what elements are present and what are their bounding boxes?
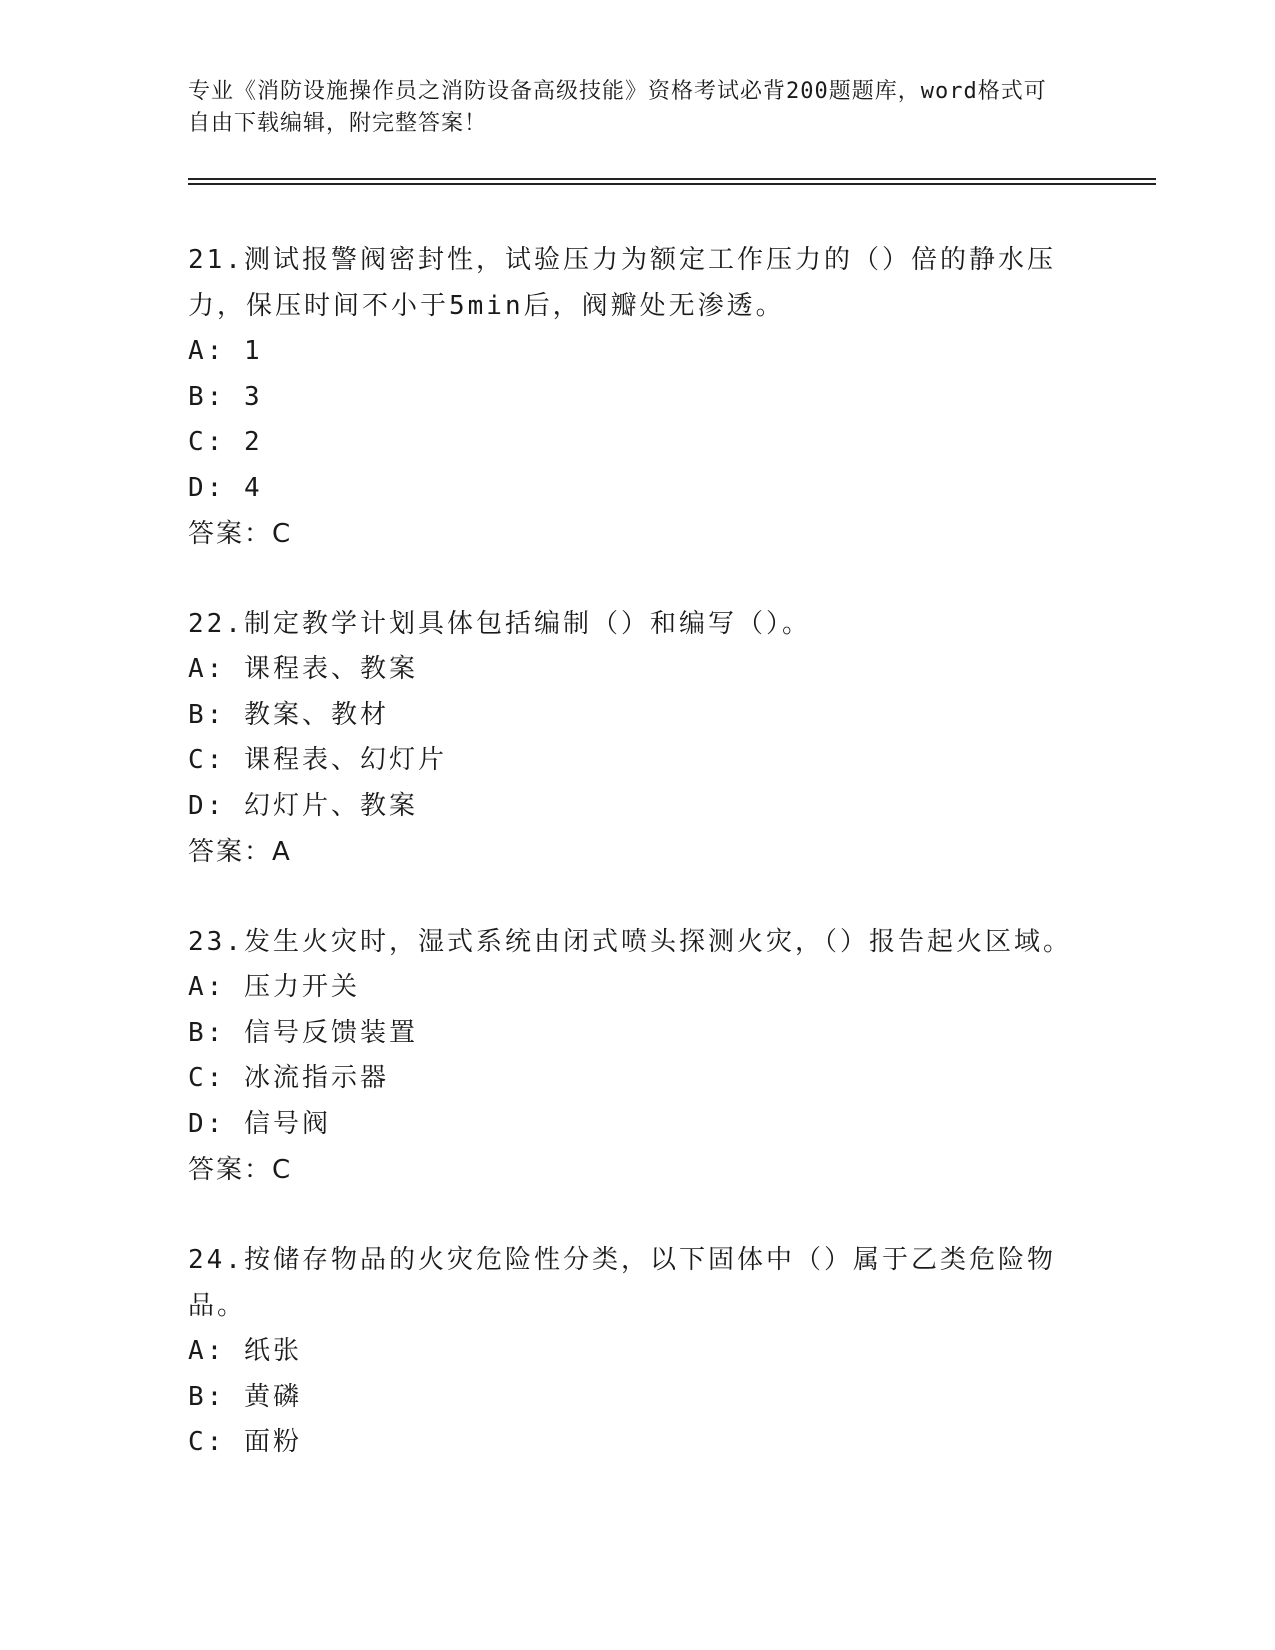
question-24 bbox=[188, 1237, 1088, 1466]
option-b bbox=[188, 1011, 1088, 1057]
option-b bbox=[188, 1375, 1088, 1421]
option-text: 1 bbox=[243, 336, 263, 366]
question-22 bbox=[188, 601, 1088, 875]
option-d bbox=[188, 1102, 1088, 1148]
option-a bbox=[188, 647, 1088, 693]
option-c bbox=[188, 1056, 1088, 1102]
option-b bbox=[188, 693, 1088, 739]
option-letter: C: bbox=[188, 1427, 226, 1457]
question-stem: 22.制定教学计划具体包括编制（）和编写（）。 bbox=[188, 609, 811, 639]
option-c bbox=[188, 420, 1088, 466]
option-letter: B: bbox=[188, 1381, 226, 1412]
option-letter: C: bbox=[188, 1063, 226, 1093]
header-rule-bottom bbox=[188, 183, 1156, 185]
option-letter: D: bbox=[188, 472, 226, 503]
option-text: 信号反馈装置 bbox=[243, 1017, 418, 1048]
option-a bbox=[188, 329, 1088, 375]
option-text: 4 bbox=[243, 472, 263, 503]
question-stem: 23.发生火灾时，湿式系统由闭式喷头探测火灾，（）报告起火区域。 bbox=[188, 927, 1072, 957]
option-text: 黄磷 bbox=[243, 1381, 302, 1412]
option-c bbox=[188, 738, 1088, 784]
answer-line: 答案：A bbox=[188, 837, 292, 867]
option-letter: B: bbox=[188, 381, 226, 412]
option-c bbox=[188, 1420, 1088, 1466]
question-stem: 21.测试报警阀密封性，试验压力为额定工作压力的（）倍的静水压力，保压时间不小于5min后，阀瓣处无渗透。 bbox=[188, 245, 1056, 321]
option-text: 2 bbox=[243, 427, 263, 457]
option-text: 幻灯片、教案 bbox=[243, 790, 418, 821]
option-text: 纸张 bbox=[243, 1336, 302, 1366]
option-text: 课程表、幻灯片 bbox=[243, 745, 447, 775]
option-letter: B: bbox=[188, 699, 226, 730]
option-letter: A: bbox=[188, 336, 226, 366]
option-text: 教案、教材 bbox=[243, 699, 389, 730]
option-b bbox=[188, 375, 1088, 421]
option-letter: A: bbox=[188, 972, 226, 1002]
option-text: 压力开关 bbox=[243, 972, 360, 1002]
option-text: 课程表、教案 bbox=[243, 654, 418, 684]
option-text: 信号阀 bbox=[243, 1108, 331, 1139]
option-text: 冰流指示器 bbox=[243, 1063, 389, 1093]
option-letter: C: bbox=[188, 745, 226, 775]
question-23 bbox=[188, 919, 1088, 1193]
question-list bbox=[188, 237, 1088, 1510]
option-letter: A: bbox=[188, 1336, 226, 1366]
option-a bbox=[188, 1329, 1088, 1375]
option-letter: A: bbox=[188, 654, 226, 684]
option-d bbox=[188, 466, 1088, 512]
document-header: 专业《消防设施操作员之消防设备高级技能》资格考试必背200题题库，word格式可自由下载编辑，附完整答案！ bbox=[188, 79, 1047, 136]
option-letter: D: bbox=[188, 1108, 226, 1139]
answer-line: 答案：C bbox=[188, 519, 293, 549]
question-stem: 24.按储存物品的火灾危险性分类，以下固体中（）属于乙类危险物品。 bbox=[188, 1245, 1056, 1321]
option-d bbox=[188, 784, 1088, 830]
answer-line: 答案：C bbox=[188, 1155, 293, 1185]
option-letter: D: bbox=[188, 790, 226, 821]
question-21 bbox=[188, 237, 1088, 557]
header-rule-top bbox=[188, 178, 1156, 180]
option-letter: C: bbox=[188, 427, 226, 457]
option-a bbox=[188, 965, 1088, 1011]
option-text: 3 bbox=[243, 381, 263, 412]
option-text: 面粉 bbox=[243, 1427, 302, 1457]
option-letter: B: bbox=[188, 1017, 226, 1048]
